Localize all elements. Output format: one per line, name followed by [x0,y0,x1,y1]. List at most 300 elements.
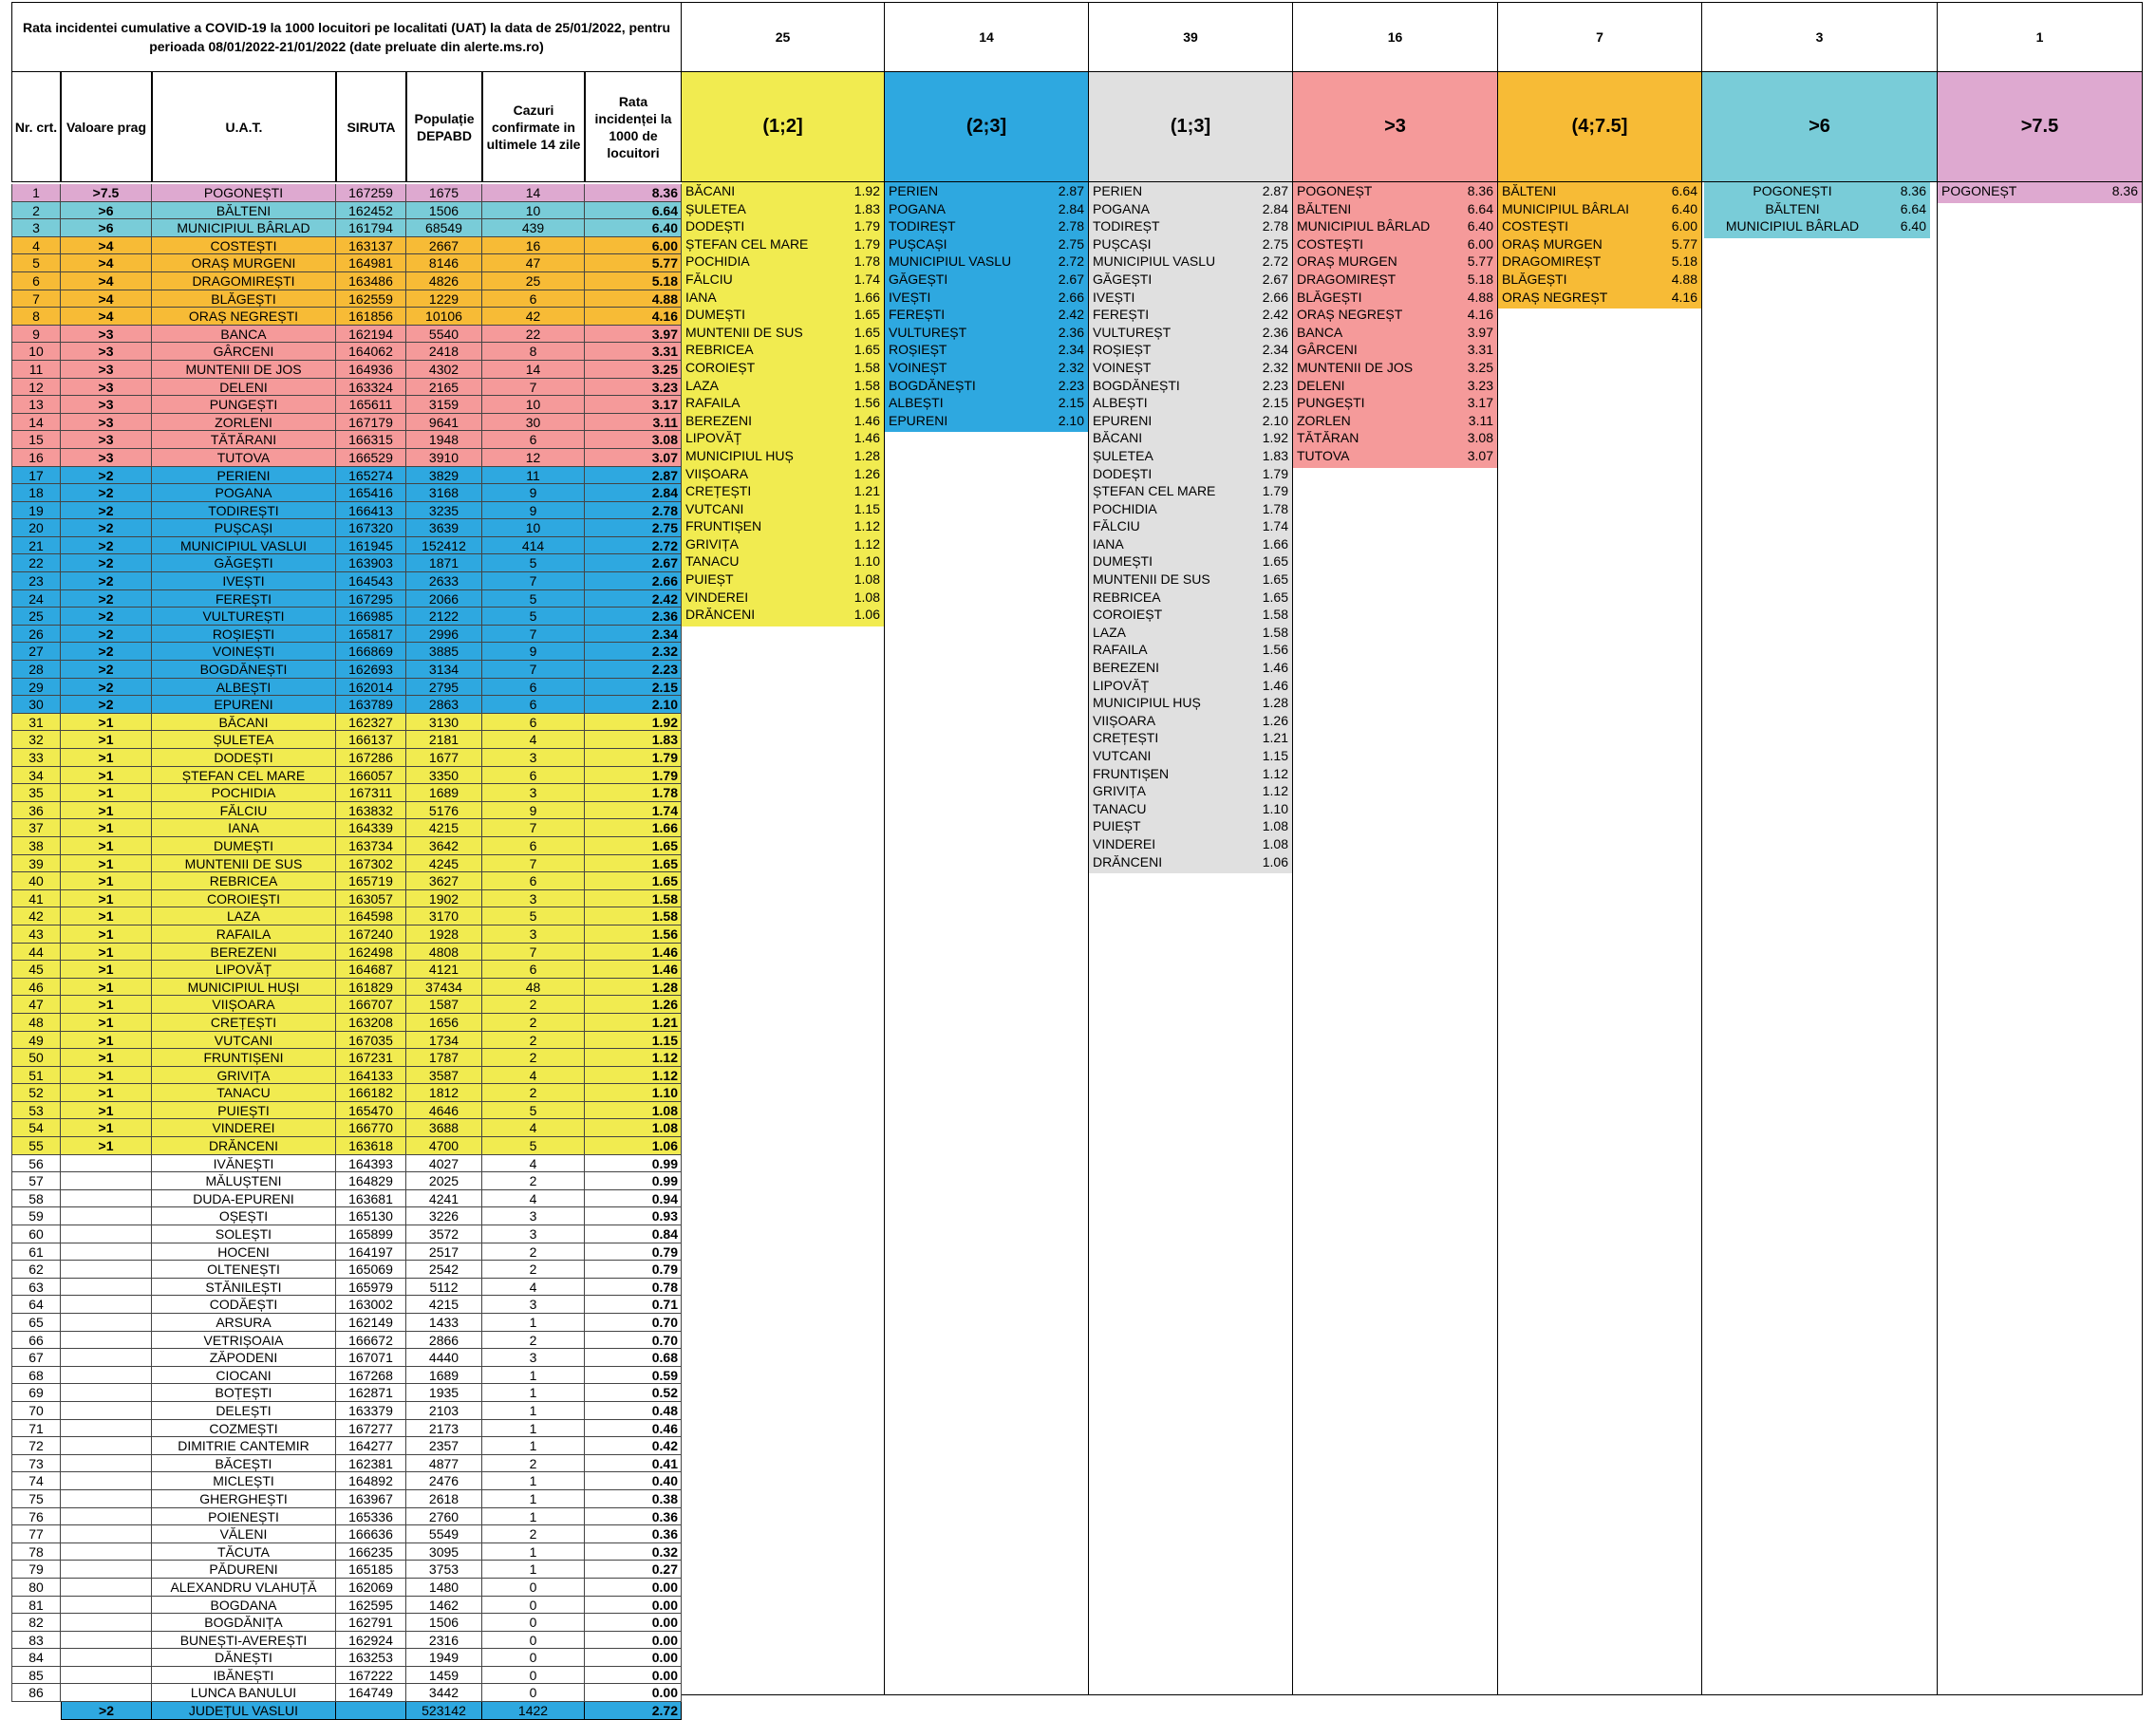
cell-siruta: 166985 [336,608,406,626]
cell-pop: 1506 [406,202,482,220]
panel-item [1293,324,1497,342]
panel-item [682,500,884,518]
cell-siruta: 162327 [336,714,406,732]
table-row [11,890,682,908]
cell-cases: 6 [482,290,585,308]
panel-item-value: 6.64 [1467,200,1493,216]
cell-nr: 50 [11,1049,61,1067]
panel-item-name: POGONEȘTI [1753,183,1832,198]
panel-list [1498,182,1702,308]
cell-cases: 9 [482,802,585,820]
panel-item [1089,765,1292,783]
cell-nr: 70 [11,1402,61,1420]
cell-prag: >1 [61,996,152,1014]
cell-siruta: 165336 [336,1508,406,1526]
cell-cases: 6 [482,679,585,697]
cell-pop: 3639 [406,519,482,537]
cell-nr: 85 [11,1667,61,1685]
cell-uat: IBĂNEȘTI [152,1667,336,1685]
cell-siruta: 163208 [336,1014,406,1032]
panel-item-value: 1.79 [1262,483,1288,499]
cell-rate: 0.32 [585,1543,682,1561]
panel-item-name: BĂLTENI [1297,200,1352,216]
panel-item-value: 5.18 [1671,253,1697,270]
panel-item [1089,252,1292,271]
cell-pop: 3688 [406,1119,482,1137]
cell-pop: 1587 [406,996,482,1014]
cell-pop: 1675 [406,184,482,202]
table-row [11,1561,682,1579]
cell-cases: 8 [482,343,585,361]
cell-uat: DIMITRIE CANTEMIR [152,1437,336,1455]
panel-item-name: BĂCANI [685,183,736,198]
panel-item-value: 3.07 [1467,447,1493,463]
panel-item [682,429,884,447]
cell-cases: 1 [482,1472,585,1490]
panel-item-name: BOGDĂNEȘTI [889,377,976,393]
panel-item [1293,271,1497,289]
cell-rate: 1.58 [585,907,682,925]
table-row [11,326,682,344]
cell-prag: >2 [61,679,152,697]
cell-rate: 1.65 [585,837,682,855]
panel-item [1089,835,1292,853]
cell-cases: 1 [482,1490,585,1508]
table-row [11,1102,682,1120]
cell-uat: BLĂGEȘTI [152,290,336,308]
panel-item [1089,694,1292,712]
cell-prag [61,1579,152,1597]
cell-nr: 36 [11,802,61,820]
cell-rate: 1.08 [585,1102,682,1120]
panel-item-name: VUTCANI [685,500,744,516]
panel-item-value: 1.06 [1262,853,1288,869]
table-row [11,1261,682,1279]
cell-rate: 3.08 [585,431,682,449]
cell-rate: 2.66 [585,572,682,590]
cell-nr: 25 [11,608,61,626]
cell-siruta: 164749 [336,1684,406,1702]
cell-nr: 79 [11,1561,61,1579]
cell-uat: DELENI [152,379,336,397]
table-row [11,1614,682,1632]
table-row [11,1437,682,1455]
cell-uat: PERIENI [152,467,336,485]
cell-uat: PUNGEȘTI [152,396,336,414]
panel-item-value: 2.87 [1262,183,1288,198]
cell-pop: 1462 [406,1597,482,1615]
panel-item-name: PUȘCAȘI [889,235,947,252]
table-row [11,1084,682,1102]
cell-pop: 1812 [406,1084,482,1102]
cell-nr: 80 [11,1579,61,1597]
panel-item-name: LIPOVĂȚ [685,430,742,446]
panel-item [885,235,1088,253]
cell-cases: 10 [482,202,585,220]
panel-item-value: 2.72 [1262,253,1288,270]
cell-nr: 27 [11,643,61,661]
panel-item [1704,182,1930,200]
cell-cases: 2 [482,1032,585,1050]
cell-prag: >2 [61,696,152,714]
table-row [11,1049,682,1067]
panel-item-value: 1.08 [853,571,880,588]
cell-uat: OȘEȘTI [152,1207,336,1225]
cell-rate: 4.16 [585,308,682,326]
panel-item-name: PUIEȘT [1093,818,1141,834]
cell-uat: ALBEȘTI [152,679,336,697]
panel-item-value: 1.08 [1262,818,1288,834]
panel-item-value: 1.08 [1262,835,1288,851]
cell-siruta: 162693 [336,661,406,679]
cell-prag: >1 [61,1119,152,1137]
cell-prag: >1 [61,944,152,962]
cell-siruta: 166315 [336,431,406,449]
panel-item [682,377,884,395]
cell-nr: 31 [11,714,61,732]
cell-prag: >3 [61,449,152,467]
panel-count: 39 [1089,2,1293,72]
cell-siruta: 167302 [336,855,406,873]
panel-item [1293,341,1497,359]
cell-nr: 61 [11,1243,61,1262]
cell-rate: 2.84 [585,484,682,502]
cell-siruta: 163681 [336,1190,406,1208]
cell-cases: 414 [482,537,585,555]
cell-prag [61,1190,152,1208]
cell-siruta: 163324 [336,379,406,397]
cell-nr: 64 [11,1296,61,1314]
cell-pop: 2476 [406,1472,482,1490]
cell-rate: 0.00 [585,1667,682,1685]
panel-item-name: DRĂNCENI [685,607,756,623]
cell-rate: 1.28 [585,979,682,997]
table-row [11,1472,682,1490]
cell-pop: 4245 [406,855,482,873]
table-row [11,907,682,925]
cell-prag: >1 [61,1084,152,1102]
table-row [11,396,682,414]
table-row [11,219,682,237]
panel-item [682,217,884,235]
cell-rate: 0.46 [585,1420,682,1438]
panel-item [1089,624,1292,642]
panel-item-value: 1.66 [853,289,880,305]
cell-rate: 1.79 [585,767,682,785]
panel-item-name: MUNTENII DE SUS [1093,571,1210,588]
cell-uat: BOGDĂNEȘTI [152,661,336,679]
cell-pop: 152412 [406,537,482,555]
cell-uat: DELEȘTI [152,1402,336,1420]
table-row [11,767,682,785]
cell-nr: 58 [11,1190,61,1208]
cell-nr: 14 [11,414,61,432]
panel-count: 3 [1702,2,1938,72]
cell-cases: 1 [482,1314,585,1332]
cell-uat: MICLEȘTI [152,1472,336,1490]
panel-item [1089,482,1292,500]
cell-cases: 4 [482,1067,585,1085]
cell-cases: 6 [482,431,585,449]
table-row [11,1349,682,1367]
panel-item-value: 1.12 [853,518,880,534]
table-row [11,1455,682,1473]
cell-pop: 1506 [406,1614,482,1632]
cell-nr: 21 [11,537,61,555]
cell-nr: 77 [11,1525,61,1543]
cell-pop: 3753 [406,1561,482,1579]
panel-item-name: VULTUREȘT [889,324,967,340]
panel-item-name: DELENI [1297,377,1345,393]
cell-siruta: 167311 [336,784,406,802]
panel-item [682,482,884,500]
cell-prag: >1 [61,961,152,979]
panel-item [1293,429,1497,447]
cell-rate: 0.00 [585,1632,682,1650]
cell-rate: 0.40 [585,1472,682,1490]
cell-cases: 1 [482,1437,585,1455]
panel-item-value: 5.77 [1671,235,1697,252]
cell-uat: TĂTĂRANI [152,431,336,449]
cell-cases: 3 [482,890,585,908]
cell-siruta: 167295 [336,590,406,608]
cell-rate: 1.78 [585,784,682,802]
panel-item-name: COROIEȘT [1093,607,1163,623]
cell-prag [61,1472,152,1490]
panel-item [1089,200,1292,218]
panel-item-name: FEREȘTI [889,307,946,323]
cell-cases: 0 [482,1632,585,1650]
panel-item-value: 1.65 [853,342,880,358]
cell-prag: >2 [61,608,152,626]
cell-prag: >1 [61,714,152,732]
panel-item-name: COROIEȘT [685,359,756,375]
panel-item-value: 2.36 [1262,324,1288,340]
cell-nr: 34 [11,767,61,785]
cell-rate: 0.99 [585,1172,682,1190]
cell-siruta: 165185 [336,1561,406,1579]
cell-rate: 0.00 [585,1649,682,1667]
cell-cases: 7 [482,379,585,397]
panel-item [1089,306,1292,324]
panel-item [1089,412,1292,430]
cell-siruta: 162194 [336,326,406,344]
cell-pop: 3350 [406,767,482,785]
panel-item-value: 3.31 [1467,342,1493,358]
cell-nr: 3 [11,219,61,237]
panel-item-name: BOGDĂNEȘTI [1093,377,1180,393]
panel-range-label: (2;3] [885,72,1089,182]
cell-cases: 3 [482,749,585,767]
cell-cases: 48 [482,979,585,997]
cell-cases: 1 [482,1367,585,1385]
cell-nr: 69 [11,1384,61,1402]
cell-pop: 2542 [406,1261,482,1279]
cell-pop: 3642 [406,837,482,855]
cell-pop: 3235 [406,502,482,520]
cell-pop: 2173 [406,1420,482,1438]
cell-cases: 11 [482,467,585,485]
panel-item-name: VINDEREI [1093,835,1156,851]
panel-item-name: FĂLCIU [1093,518,1140,534]
cell-prag: >2 [61,484,152,502]
cell-nr: 46 [11,979,61,997]
cell-siruta: 165416 [336,484,406,502]
panel-item-value: 1.78 [1262,500,1288,516]
cell-uat: IVEȘTI [152,572,336,590]
cell-prag: >3 [61,379,152,397]
table-row [11,537,682,555]
panel-item-value: 1.06 [853,607,880,623]
panel-item [1498,252,1701,271]
cell-uat: BĂCEȘTI [152,1455,336,1473]
panel-item-value: 6.64 [1671,183,1697,198]
cell-nr: 7 [11,290,61,308]
panel-item-value: 1.15 [853,500,880,516]
panel-item [1089,447,1292,465]
panel-item [1089,552,1292,570]
panel-item-value: 1.66 [1262,535,1288,552]
cell-uat: LAZA [152,907,336,925]
cell-uat: ALEXANDRU VLAHUȚĂ [152,1579,336,1597]
panel-item-value: 1.28 [1262,695,1288,711]
cell-nr: 65 [11,1314,61,1332]
cell-siruta: 166413 [336,502,406,520]
panel-item-value: 2.42 [1058,307,1084,323]
panel-item [1498,217,1701,235]
cell-nr: 38 [11,837,61,855]
cell-cases: 6 [482,714,585,732]
cell-siruta: 166869 [336,643,406,661]
cell-prag: >2 [61,661,152,679]
panel-count: 16 [1293,2,1498,72]
cell-prag [61,1332,152,1350]
table-title: Rata incidentei cumulative a COVID-19 la 1000 locuitori pe localitati (UAT) la data de 25/01/2022, pentru perioada 08/01/2022-21/01/2022 (date preluate din alerte.ms.ro) [11,2,682,72]
cell-rate: 3.23 [585,379,682,397]
panel-item [682,306,884,324]
panel-item [1089,324,1292,342]
panel-item [1089,377,1292,395]
cell-siruta: 163967 [336,1490,406,1508]
panel-item-value: 2.72 [1058,253,1084,270]
cell-uat: ROȘIEȘTI [152,626,336,644]
cell-cases: 0 [482,1579,585,1597]
cell-nr: 10 [11,343,61,361]
panel-item-value: 6.00 [1671,218,1697,234]
panel-item [1293,200,1497,218]
cell-pop: 3095 [406,1543,482,1561]
cell-prag: >3 [61,396,152,414]
cell-nr: 8 [11,308,61,326]
cell-uat: SOLEȘTI [152,1225,336,1243]
cell-rate: 1.06 [585,1137,682,1155]
table-row [11,802,682,820]
panel-item-name: IANA [685,289,717,305]
panel-item-value: 1.83 [1262,447,1288,463]
panel-item-value: 6.40 [1671,200,1697,216]
panel-item [885,324,1088,342]
cell-siruta: 162381 [336,1455,406,1473]
cell-cases: 5 [482,554,585,572]
panel-item-name: PERIEN [889,183,939,198]
header-pop: Populație DEPABD [406,72,482,182]
header-rate: Rata incidenței la 1000 de locuitori [585,72,682,182]
cell-nr: 56 [11,1155,61,1173]
cell-nr: 62 [11,1261,61,1279]
cell-nr: 23 [11,572,61,590]
cell-nr: 40 [11,872,61,890]
panel-item-name: VIIȘOARA [685,465,749,481]
cell-pop: 2618 [406,1490,482,1508]
cell-cases: 4 [482,1155,585,1173]
panel-item-value: 1.58 [853,377,880,393]
cell-prag: >1 [61,802,152,820]
cell-nr: 41 [11,890,61,908]
cell-uat: ZĂPODENI [152,1349,336,1367]
panel-item-value: 2.32 [1262,359,1288,375]
cell-cases: 2 [482,996,585,1014]
cell-siruta: 166057 [336,767,406,785]
panel-item-name: BĂCANI [1093,430,1143,446]
cell-prag: >2 [61,626,152,644]
cell-prag: >1 [61,1067,152,1085]
panel-item [682,324,884,342]
cell-prag: >2 [61,572,152,590]
header-prag: Valoare prag [61,72,152,182]
cell-nr: 42 [11,907,61,925]
panel-item-value: 2.15 [1262,395,1288,411]
panel-item-name: VOINEȘT [1093,359,1152,375]
panel-item-value: 1.15 [1262,748,1288,763]
panel-item [682,359,884,377]
cell-rate: 0.94 [585,1190,682,1208]
cell-prag [61,1279,152,1297]
panel-item-value: 1.65 [853,307,880,323]
table-row [11,608,682,626]
table-row [11,1172,682,1190]
cell-nr: 37 [11,819,61,837]
cell-pop: 4700 [406,1137,482,1155]
cell-prag [61,1649,152,1667]
cell-cases: 0 [482,1597,585,1615]
panel-item-name: POGANA [1093,200,1150,216]
cell-prag: >2 [61,467,152,485]
cell-nr: 22 [11,554,61,572]
table-row [11,184,682,202]
panel-item-name: CREȚEȘTI [685,483,752,499]
panel-item-name: PUIEȘT [685,571,734,588]
cell-siruta: 163789 [336,696,406,714]
table-row [11,1137,682,1155]
table-header [11,72,682,182]
cell-rate: 0.70 [585,1332,682,1350]
panel-item [885,182,1088,200]
cell-nr: 66 [11,1332,61,1350]
cell-cases: 0 [482,1649,585,1667]
cell-nr: 55 [11,1137,61,1155]
table-row [11,1119,682,1137]
header-uat: U.A.T. [152,72,336,182]
panel-item [1089,589,1292,607]
cell-prag: >1 [61,872,152,890]
panel-item-value: 5.77 [1467,253,1493,270]
cell-prag: >1 [61,1049,152,1067]
panel-item [682,465,884,483]
cell-nr: 43 [11,925,61,944]
cell-pop: 3627 [406,872,482,890]
panel-item-value: 2.84 [1262,200,1288,216]
panel-item [885,359,1088,377]
